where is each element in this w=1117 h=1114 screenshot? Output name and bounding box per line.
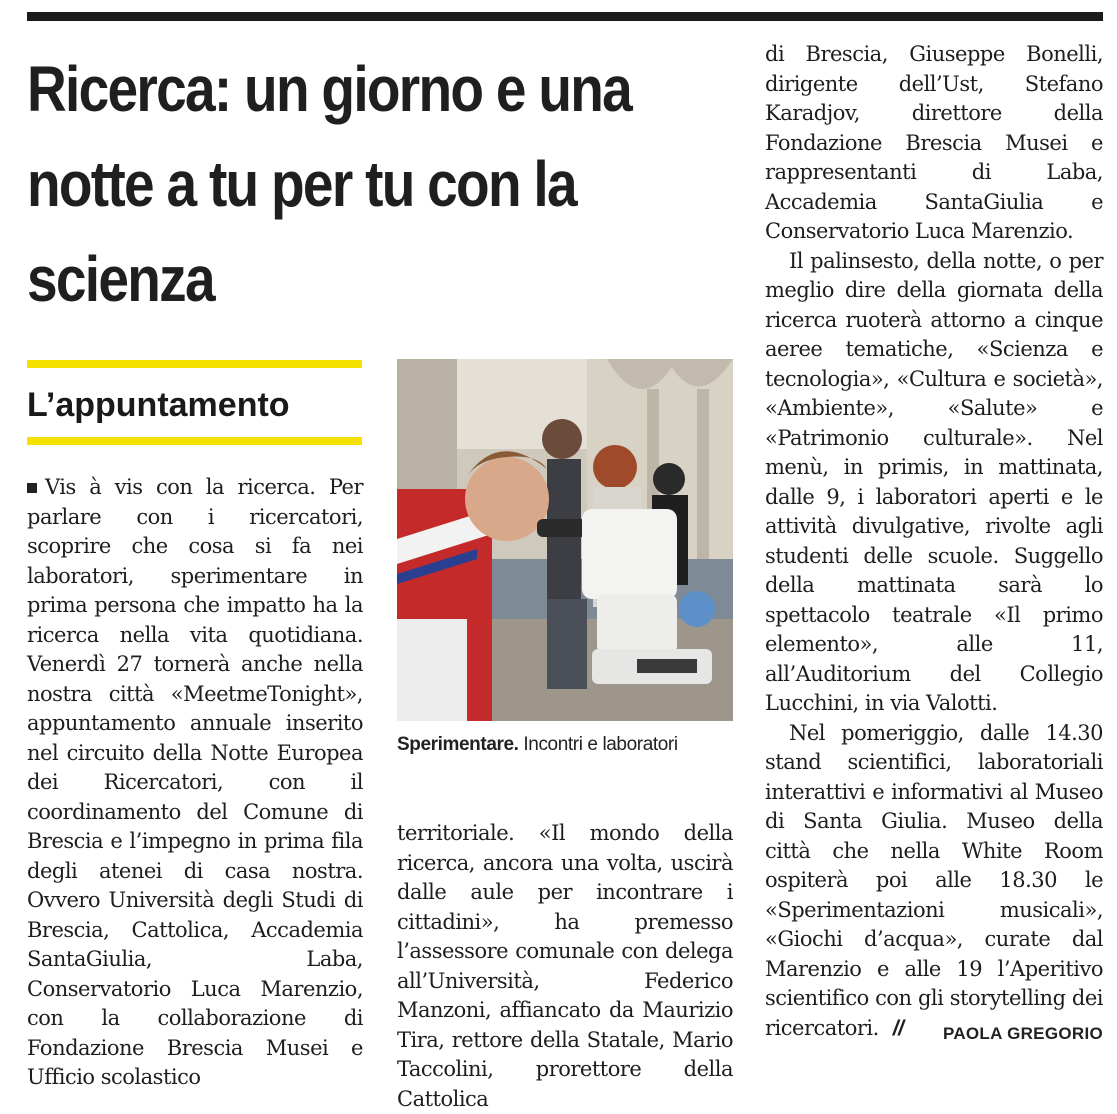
caption-bold: Sperimentare. <box>397 734 519 755</box>
top-rule <box>27 12 1103 21</box>
section-rule-top <box>27 360 362 368</box>
article-column-3 <box>765 40 1103 1043</box>
microscope-students-image <box>397 359 733 721</box>
column-1-text: Vis à vis con la ricerca. Per parlare con i ricercatori, scoprire che cosa si fa nei laboratori, sperimentare in prima persona che impatto ha la ricerca nella vita quotidiana. Venerdì 27 tornerà anche nella nostra città «MeetmeTonight», appuntamento annuale inserito nel circuito della Notte Europea dei Ricercatori, con il coordinamento del Comune di Brescia e l’impegno in prima fila degli atenei di casa nostra. Ovvero Università degli Studi di Brescia, Cattolica, Accademia SantaGiulia, Laba, Conservatorio Luca Marenzio, con la collaborazione di Fondazione Brescia Musei e Ufficio scolastico <box>27 475 363 1089</box>
column-3-paragraph-1: di Brescia, Giuseppe Bonelli, dirigente dell’Ust, Stefano Karadjov, direttore della Fondazione Brescia Musei e rappresentanti di Laba, Accademia SantaGiulia e Conservatorio Luca Marenzio. <box>765 42 1103 243</box>
column-2-text: territoriale. «Il mondo della ricerca, ancora una volta, uscirà dalle aule per incontrare i cittadini», ha premesso l’assessore comunale con delega all’Università, Federico Manzoni, affiancato da Maurizio Tira, rettore della Statale, Mario Taccolini, prorettore della Cattolica <box>397 821 733 1111</box>
bullet-square-icon <box>27 483 37 493</box>
column-3-paragraph-2: Il palinsesto, della notte, o per meglio dire della giornata della ricerca ruoterà attorno a cinque aeree tematiche, «Scienza e tecnologia», «Cultura e società», «Ambiente», «Salute» e «Patrimonio culturale». Nel menù, in primis, in mattinata, dalle 9, i laboratori aperti e le attività divulgative, rivolte agli studenti delle scuole. Suggello della mattinata sarà lo spettacolo teatrale «Il primo elemento», alle 11, all’Auditorium del Collegio Lucchini, in via Valotti. <box>765 248 1103 715</box>
section-label: L’appuntamento <box>27 386 290 424</box>
article-column-2 <box>397 819 733 1114</box>
article-photo <box>397 359 733 721</box>
end-mark: // <box>892 1016 904 1040</box>
author-byline: PAOLA GREGORIO <box>942 1024 1103 1043</box>
section-rule-bottom <box>27 437 362 445</box>
column-3-paragraph-3-text: Nel pomeriggio, dalle 14.30 stand scientifici, laboratoriali interattivi e informativi al Museo di Santa Giulia. Museo della città che nella White Room ospiterà poi alle 18.30 le «Sperimentazioni musicali», «Giochi d’acqua», curate dal Marenzio e alle 19 l’Aperitivo scientifico con gli storytelling dei ricercatori. <box>765 720 1103 1040</box>
caption-text: Incontri e laboratori <box>518 734 678 755</box>
photo-caption <box>397 732 737 758</box>
headline: Ricerca: un giorno e una notte a tu per tu con la scienza <box>27 53 632 315</box>
column-3-paragraph-3 <box>765 719 1103 1044</box>
article-column-1 <box>27 473 363 1093</box>
